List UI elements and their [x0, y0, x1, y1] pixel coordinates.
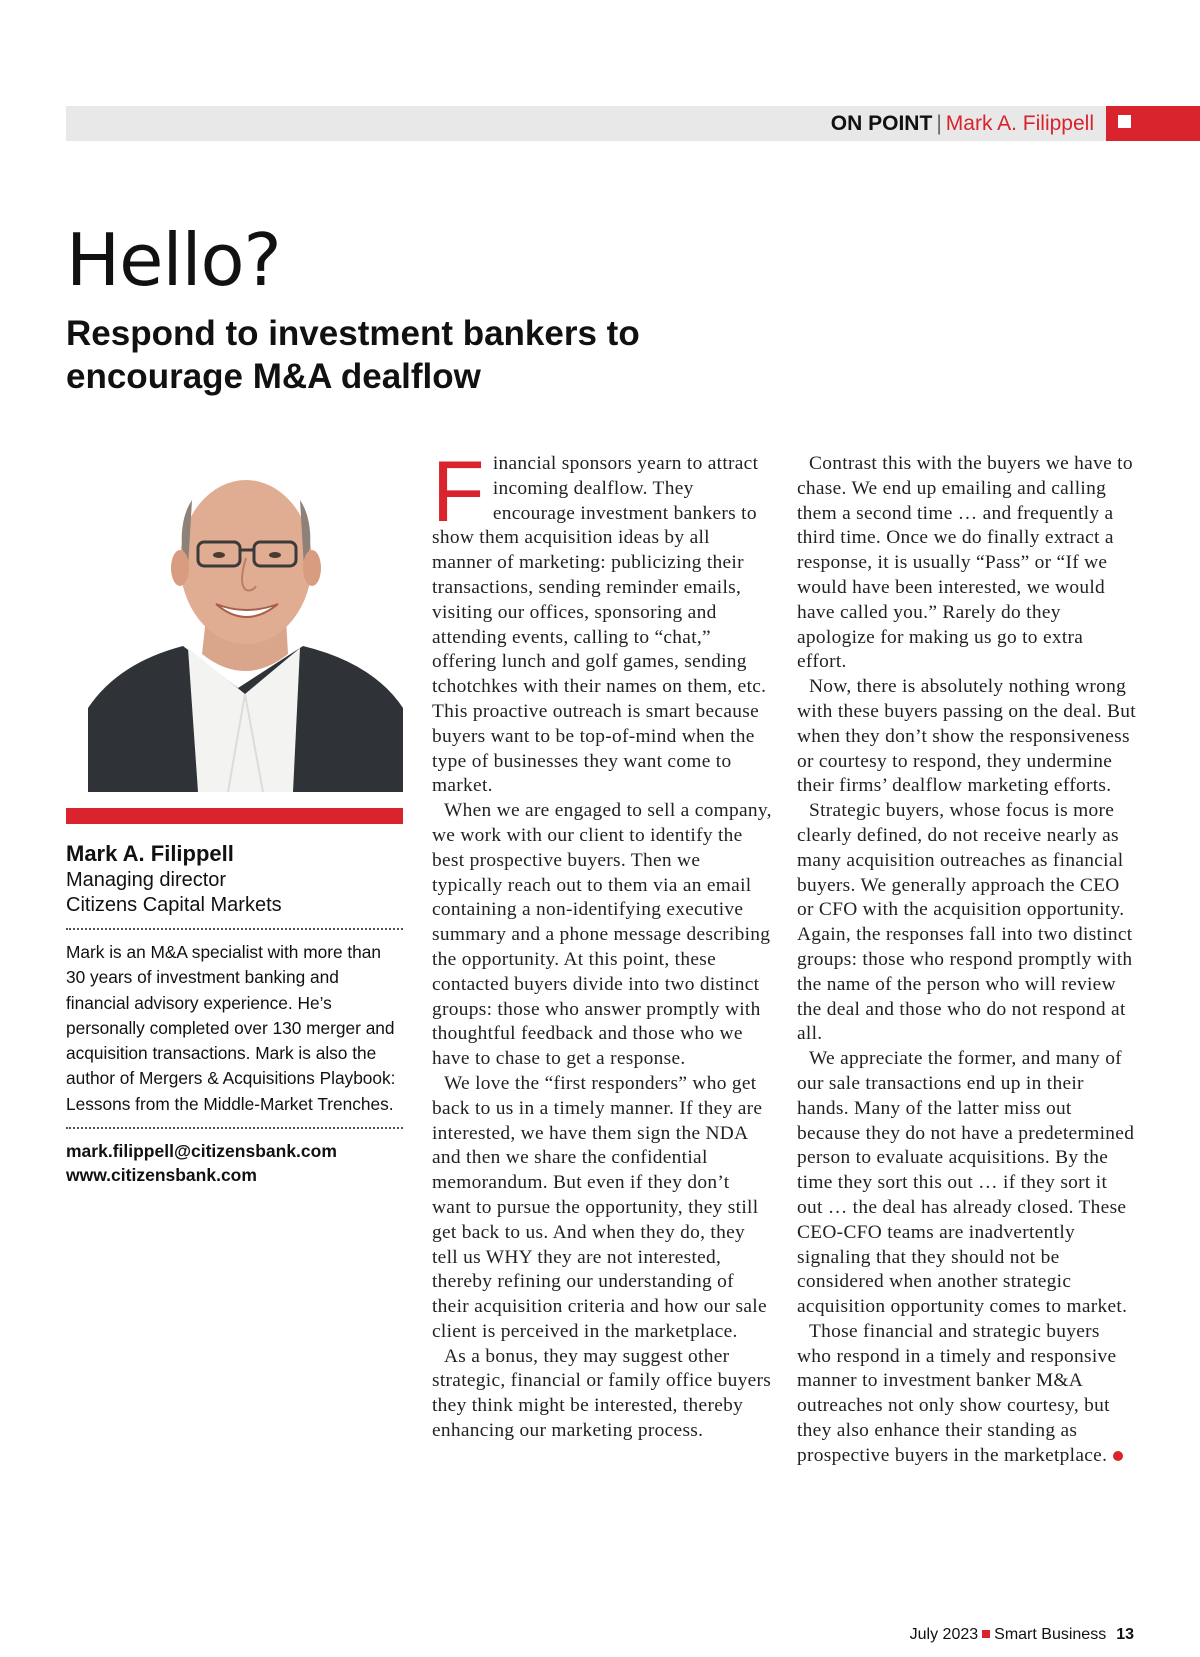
article-paragraph: We love the “first responders” who get back to us in a timely manner. If they are interested, we have them sign the NDA and then we share the confidential memorandum. But even if they don’t want to pursue the opportunity, they still get back to us. And when they do, they tell us WHY they are not interested, thereby refining our understanding of their acquisition criteria and how our sale client is perceived in the marketplace. [432, 1072, 767, 1342]
page-number: 13 [1116, 1626, 1134, 1643]
article-paragraph: Now, there is absolutely nothing wrong with these buyers passing on the deal. But when they don’t show the responsiveness or courtesy to respond, they undermine their firms’ dealflow marketing efforts. [797, 676, 1136, 797]
header-separator: | [936, 112, 942, 135]
header-bar [66, 106, 1200, 141]
article-column-1 [432, 444, 772, 1444]
article-column-2 [797, 452, 1137, 1469]
author-description: Mark is an M&A specialist with more than 30 years of investment banking and financial advisory experience. He’s personally completed over 130 merger and acquisition transactions. Mark is also the author of Mergers & Acquisitions Playbook: Lessons from the Middle-Market Trenches. [66, 942, 396, 1114]
header-text [831, 106, 1094, 141]
author-name: Mark A. Filippell [66, 841, 234, 866]
paragraph-text: inancial sponsors yearn to attract incoming dealflow. They encourage investment bankers to show them acquisition ideas by all manner of marketing: publicizing their transactions, sending reminder emails, visiting our offices, sponsoring and attending events, calling to “chat,” offering lunch and golf games, sending tchotchkes with their names on them, etc. This proactive outreach is smart because buyers want to be top-of-mind when the type of businesses they want come to market. [432, 453, 767, 797]
end-mark-icon [1113, 1451, 1123, 1461]
author-website-link[interactable]: www.citizensbank.com [66, 1165, 257, 1186]
footer-date: July 2023 [909, 1626, 979, 1643]
article-paragraph: As a bonus, they may suggest other strategic, financial or family office buyers they think might be interested, thereby enhancing our marketing process. [432, 1345, 772, 1442]
header-author: Mark A. Filippell [945, 112, 1094, 135]
article-paragraph: Contrast this with the buyers we have to chase. We end up emailing and calling them a second time … and frequently a third time. Once we do finally extract a response, it is usually “Pass” or “If we would have been interested, we would have called you.” Rarely do they apologize for making us go to extra effort. [797, 453, 1133, 673]
square-bullet-icon [982, 1630, 990, 1638]
page-subtitle: Respond to investment bankers to encourage M&A dealflow [66, 314, 640, 396]
author-role: Managing director [66, 869, 227, 891]
author-company: Citizens Capital Markets [66, 894, 282, 916]
photo-red-rule [66, 808, 403, 824]
page-title: Hello? [66, 218, 281, 302]
author-photo [88, 458, 403, 792]
article-paragraph [432, 444, 772, 799]
article-paragraph [797, 1320, 1137, 1469]
paragraph-text: Those financial and strategic buyers who respond in a timely and responsive manner to investment banker M&A outreaches not only show courtesy, but they also enhance their standing as prospective buyers in the marketplace. [797, 1320, 1117, 1466]
page-footer [910, 1626, 1134, 1644]
dotted-divider [66, 928, 403, 930]
author-email-link[interactable]: mark.filippell@citizensbank.com [66, 1141, 337, 1162]
square-icon [1118, 115, 1131, 128]
section-label: ON POINT [830, 112, 933, 135]
author-bio [66, 840, 403, 1187]
footer-publication: Smart Business [994, 1626, 1107, 1643]
article-paragraph: When we are engaged to sell a company, we work with our client to identify the best prospective buyers. Then we typically reach out to them via an email containing a non-identifying executive summary and a phone message describing the opportunity. At this point, these contacted buyers divide into two distinct groups: those who answer promptly with thoughtful feedback and those who we have to chase to get a response. [432, 800, 772, 1070]
article-paragraph: Strategic buyers, whose focus is more clearly defined, do not receive nearly as many acquisition outreaches as financial buyers. We generally approach the CEO or CFO with the acquisition opportunity. Again, the responses fall into two distinct groups: those who respond promptly with the name of the person who will review the deal and those who do not respond at all. [797, 800, 1133, 1045]
article-paragraph: We appreciate the former, and many of our sale transactions end up in their hands. Many of the latter miss out because they do not have a predetermined person to evaluate acquisitions. By the time they sort this out … if they sort it out … the deal has already closed. These CEO-CFO teams are inadvertently signaling that they should not be considered when another strategic acquisition opportunity comes to market. [797, 1048, 1135, 1318]
header-red-tab [1106, 106, 1200, 141]
drop-cap: F [432, 444, 485, 540]
dotted-divider [66, 1127, 403, 1129]
